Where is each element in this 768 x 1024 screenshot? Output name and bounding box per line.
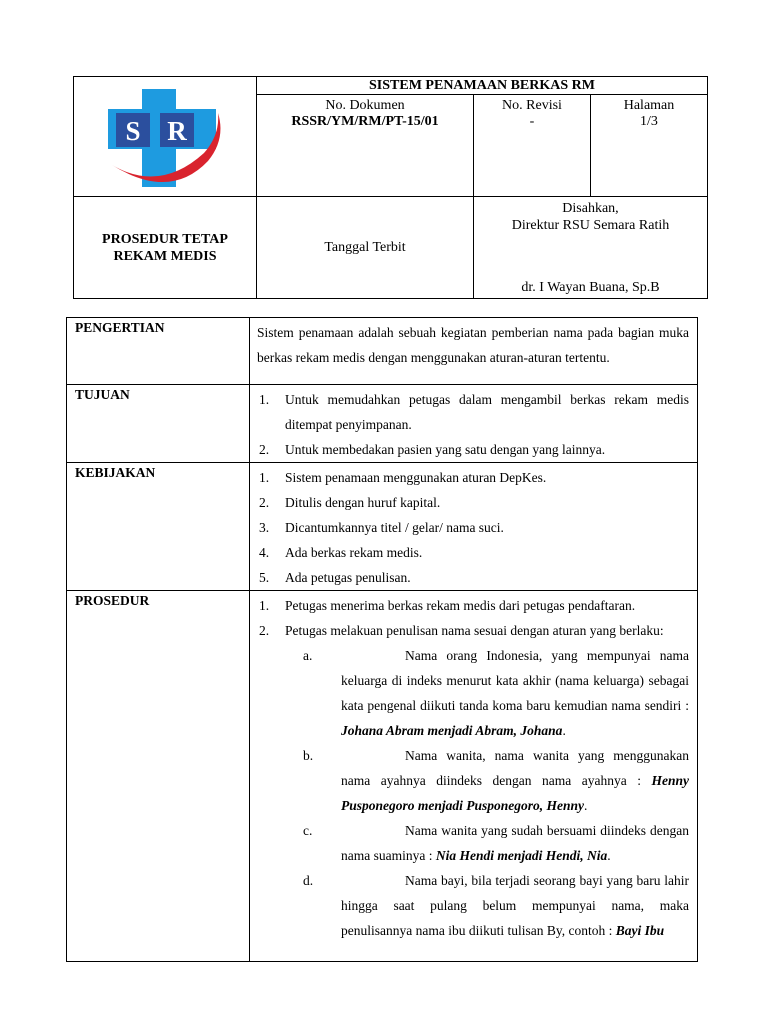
page-cell xyxy=(591,95,708,197)
tujuan-content xyxy=(250,385,698,463)
approval-cell xyxy=(474,197,708,299)
document-title: SISTEM PENAMAAN BERKAS RM xyxy=(257,77,708,95)
doc-number-label: No. Dokumen xyxy=(325,98,405,113)
approval-line1: Disahkan, xyxy=(562,201,619,216)
issue-date-cell xyxy=(257,197,474,299)
example-name: Bayi Ibu xyxy=(615,923,665,938)
section-label-prosedur: PROSEDUR xyxy=(67,591,250,962)
sub-list-item: b. Nama wanita, nama wanita yang menggunakan nama ayahnya diindeks dengan nama ayahnya : Henny Pusponegoro menjadi Pusponegoro, Henny. xyxy=(303,748,689,813)
list-item: 2. Untuk membedakan pasien yang satu dengan yang lainnya. xyxy=(259,442,606,457)
procedure-type-cell xyxy=(74,197,257,299)
doc-number-value: RSSR/YM/RM/PT-15/01 xyxy=(291,114,439,129)
page-label: Halaman xyxy=(623,98,675,113)
list-item: 2. Petugas melakuan penulisan nama sesuai dengan aturan yang berlaku: a. Nama orang Indonesia, yang mempunyai nama keluarga di indeks menurut kata akhir (nama keluarga) sebagai kata pengenal diikuti tanda koma baru kemudian nama sendiri : Johana Abram menjadi Abram, Johana. b. Nama wanita, nama wanita yang menggunakan nama ayahnya diindeks dengan nama ayahnya : Henny Pusponegoro menjadi Pusponegoro, Henny. c. Nama wanita yang sudah bersuami diindeks dengan nama suaminya : Nia Hendi menjadi Hendi, Nia. d. Nama bayi, bila terjadi seorang bayi yang baru lahir hingga saat pulang belum mempunyai nama, maka penulisannya nama ibu diikuti tulisan By, contoh : Bayi Ibu xyxy=(257,618,689,943)
logo-letter-r: R xyxy=(167,115,187,146)
section-label-tujuan: TUJUAN xyxy=(67,385,250,463)
revision-label: No. Revisi xyxy=(502,98,562,113)
list-item: 1. Petugas menerima berkas rekam medis dari petugas pendaftaran. xyxy=(259,598,636,613)
logo-letter-s: S xyxy=(125,115,141,146)
issue-date-label: Tanggal Terbit xyxy=(324,239,406,255)
revision-cell xyxy=(474,95,591,197)
approval-line2: Direktur RSU Semara Ratih xyxy=(511,218,670,233)
sub-list-item: a. Nama orang Indonesia, yang mempunyai nama keluarga di indeks menurut kata akhir (nama keluarga) sebagai kata pengenal diikuti tanda koma baru kemudian nama sendiri : Johana Abram menjadi Abram, Johana. xyxy=(303,648,689,738)
prosedur-content xyxy=(250,591,698,962)
logo-graphic xyxy=(100,83,230,193)
revision-value: - xyxy=(529,114,535,129)
sub-list-item: c. Nama wanita yang sudah bersuami diindeks dengan nama suaminya : Nia Hendi menjadi Hendi, Nia. xyxy=(303,823,689,863)
header-table xyxy=(73,76,708,299)
kebijakan-content xyxy=(250,463,698,591)
procedure-type-line1: PROSEDUR TETAP xyxy=(102,231,228,247)
logo-cell xyxy=(74,77,257,197)
procedure-type-line2: REKAM MEDIS xyxy=(113,248,217,264)
section-label-kebijakan: KEBIJAKAN xyxy=(67,463,250,591)
sub-list-item: d. Nama bayi, bila terjadi seorang bayi yang baru lahir hingga saat pulang belum mempunyai nama, maka penulisannya nama ibu diikuti tulisan By, contoh : Bayi Ibu xyxy=(303,873,689,938)
row-prosedur xyxy=(67,591,698,962)
example-name: Henny Pusponegoro menjadi Pusponegoro, Henny xyxy=(341,773,689,813)
row-pengertian xyxy=(67,318,698,385)
list-item: 5. Ada petugas penulisan. xyxy=(259,570,411,585)
doc-number-cell xyxy=(257,95,474,197)
content-table xyxy=(66,317,698,962)
list-item: 1. Sistem penamaan menggunakan aturan DepKes. xyxy=(259,470,547,485)
list-item: 4. Ada berkas rekam medis. xyxy=(259,545,423,560)
list-item: 3. Dicantumkannya titel / gelar/ nama suci. xyxy=(259,520,504,535)
section-label-pengertian: PENGERTIAN xyxy=(67,318,250,385)
example-name: Nia Hendi menjadi Hendi, Nia xyxy=(435,848,608,863)
signatory-name: dr. I Wayan Buana, Sp.B xyxy=(521,280,660,295)
list-item: 2. Ditulis dengan huruf kapital. xyxy=(259,495,441,510)
row-kebijakan xyxy=(67,463,698,591)
example-name: Johana Abram menjadi Abram, Johana xyxy=(341,723,563,738)
page-value: 1/3 xyxy=(640,114,658,129)
list-item: 1. Untuk memudahkan petugas dalam mengambil berkas rekam medis ditempat penyimpanan. xyxy=(259,392,689,432)
row-tujuan xyxy=(67,385,698,463)
hospital-logo xyxy=(100,83,230,193)
pengertian-text: Sistem penamaan adalah sebuah kegiatan pemberian nama pada bagian muka berkas rekam medis dengan menggunakan aturan-aturan tertentu. xyxy=(250,318,698,385)
